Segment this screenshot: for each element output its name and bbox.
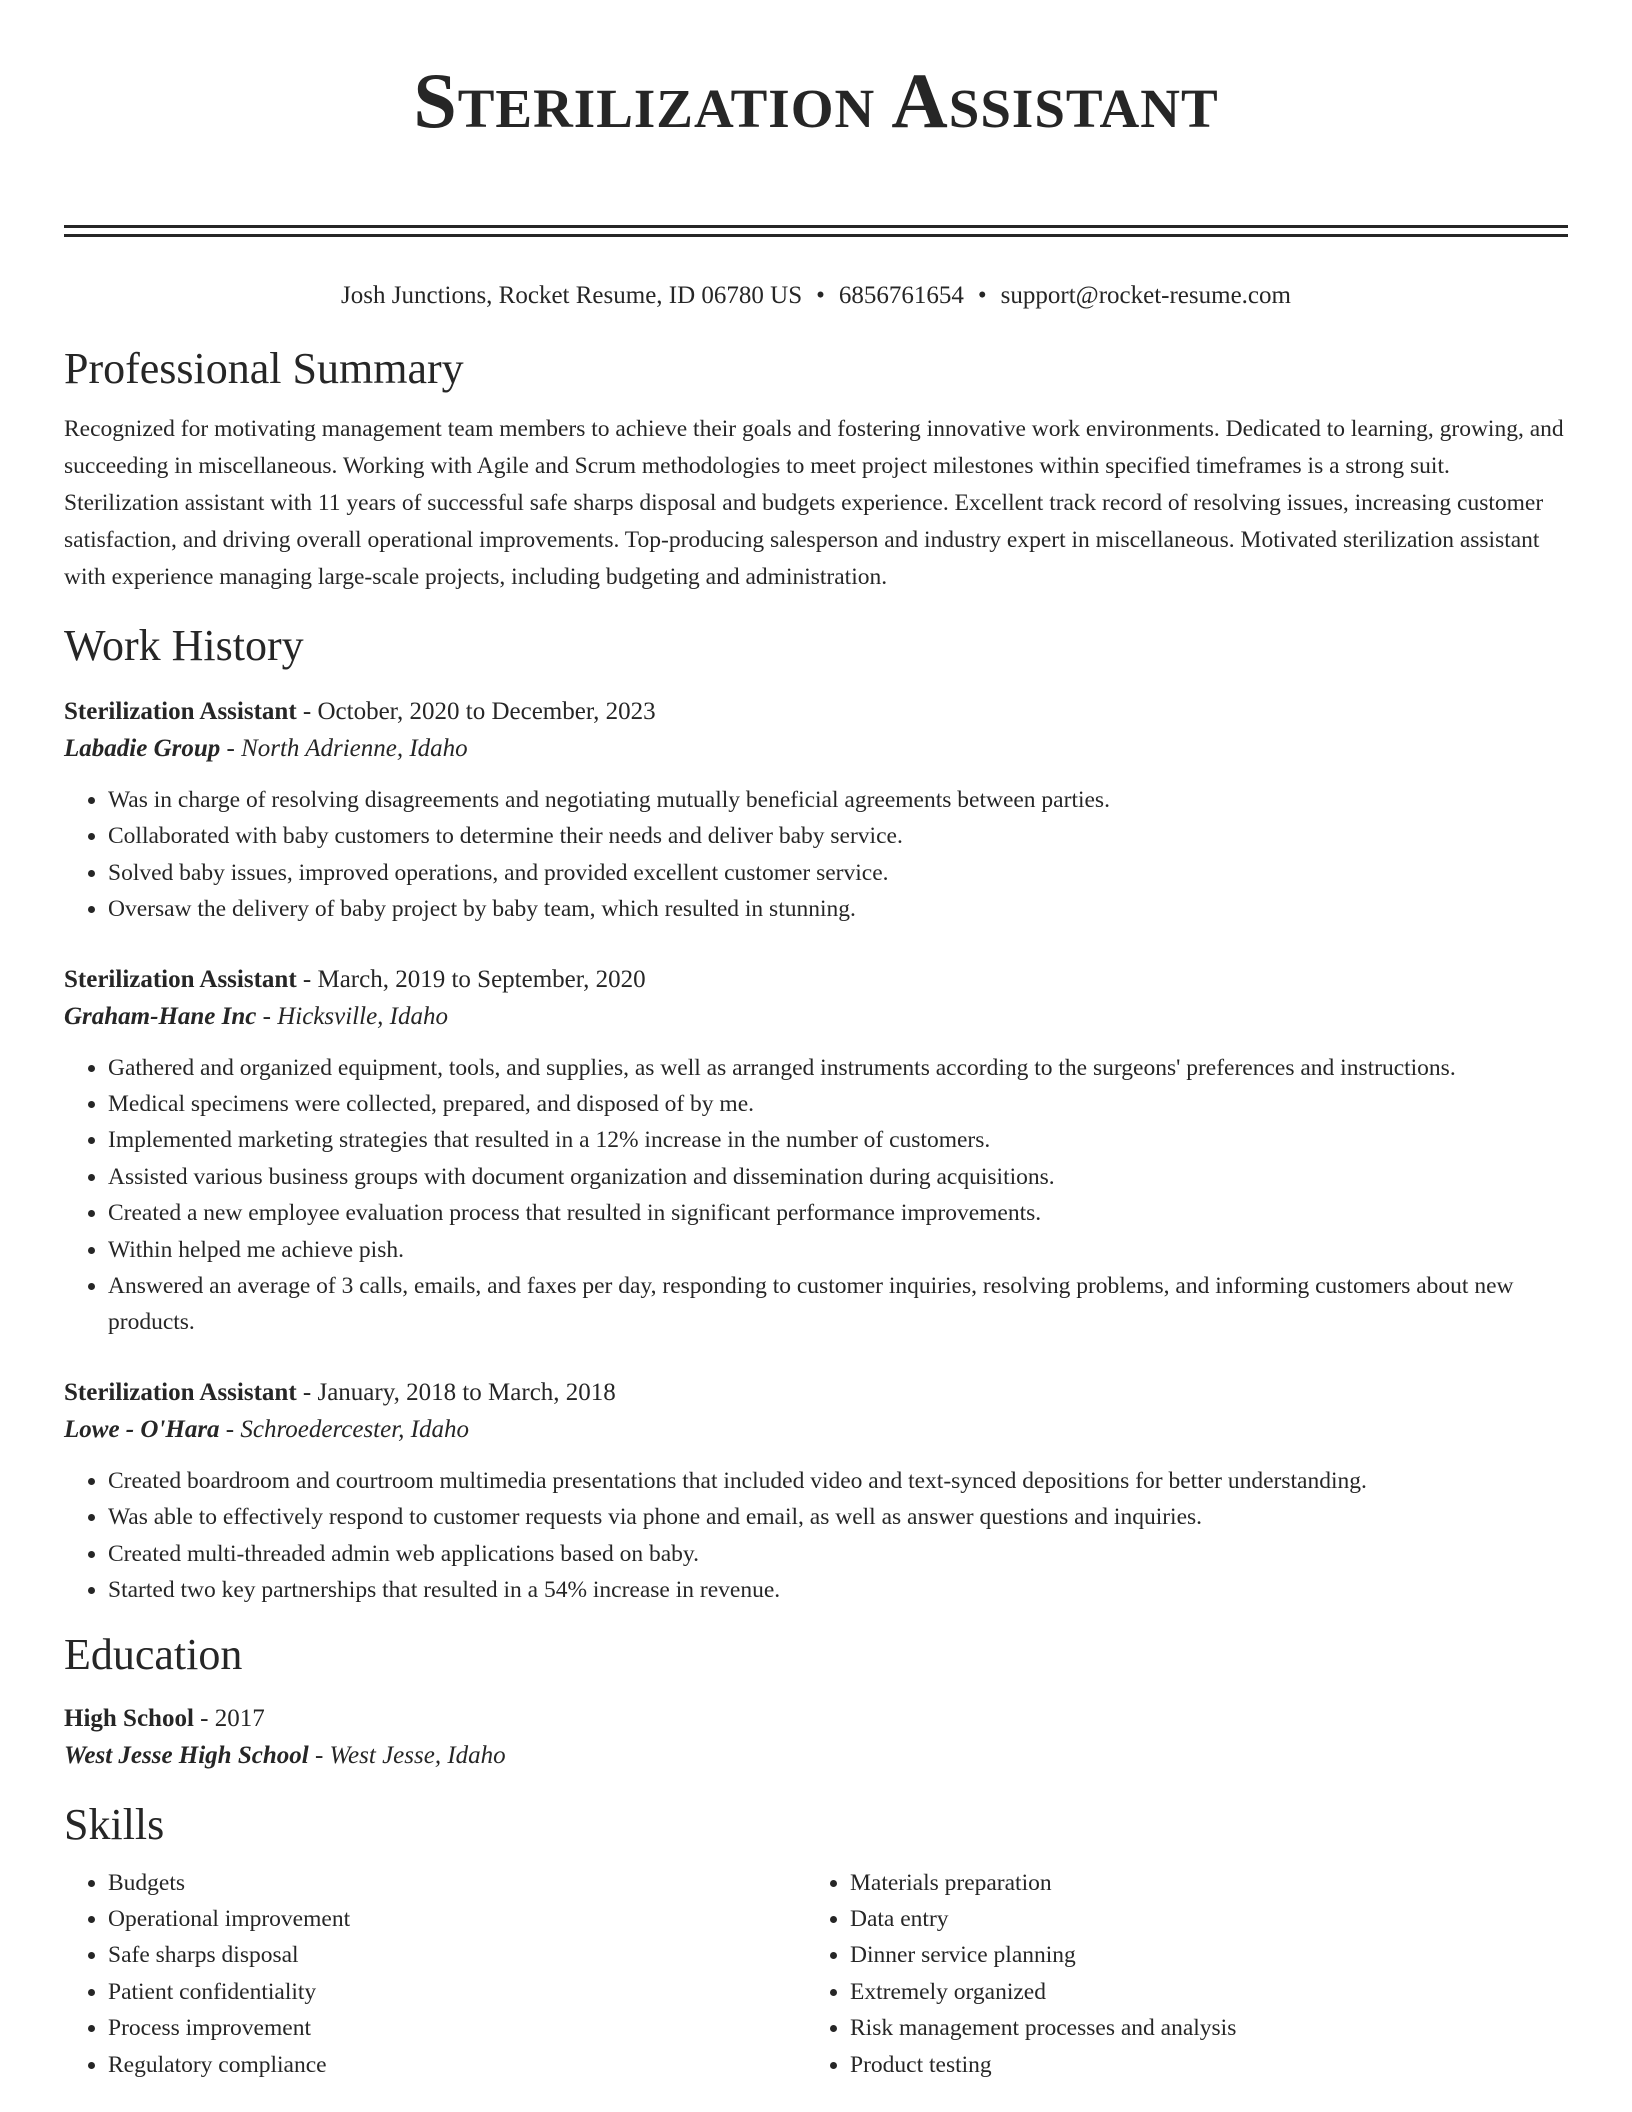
skill-item: • Safe sharps disposal xyxy=(108,1937,806,1973)
contact-line xyxy=(64,279,1568,313)
job-company: Labadie Group xyxy=(64,735,221,762)
contact-separator: • xyxy=(977,282,987,309)
skill-item: • Dinner service planning xyxy=(850,1937,1548,1973)
job-entry xyxy=(64,962,1568,1341)
skill-item: • Product testing xyxy=(850,2047,1548,2083)
job-role: Sterilization Assistant xyxy=(64,1378,297,1406)
skills-column-right xyxy=(806,1865,1548,2083)
skill-item: • Data entry xyxy=(850,1901,1548,1937)
contact-email: support@rocket-resume.com xyxy=(1000,282,1291,309)
education-year: - 2017 xyxy=(193,1704,265,1732)
header-rule-thick xyxy=(64,225,1568,228)
job-bullets xyxy=(64,1463,1568,1609)
education-location: - West Jesse, Idaho xyxy=(308,1741,506,1769)
job-heading xyxy=(64,694,1568,730)
education-degree: High School xyxy=(64,1704,194,1732)
skill-item: • Regulatory compliance xyxy=(108,2047,806,2083)
job-role: Sterilization Assistant xyxy=(64,698,297,725)
skill-item: • Process improvement xyxy=(108,2010,806,2046)
list-item: • Assisted various business groups with document organization and dissemination during acquisitions. xyxy=(108,1159,1568,1195)
job-company-line xyxy=(64,730,1568,768)
education-heading xyxy=(64,1701,1568,1737)
skill-item: • Risk management processes and analysis xyxy=(850,2010,1548,2046)
job-role: Sterilization Assistant xyxy=(64,965,297,993)
list-item: • Within helped me achieve pish. xyxy=(108,1232,1568,1268)
job-company: Graham-Hane Inc xyxy=(64,1002,257,1030)
list-item: • Solved baby issues, improved operations, and provided excellent customer service. xyxy=(108,855,1568,891)
job-company-line xyxy=(64,998,1568,1036)
list-item: • Oversaw the delivery of baby project by baby team, which resulted in stunning. xyxy=(108,891,1568,927)
list-item: • Answered an average of 3 calls, emails, and faxes per day, responding to customer inquiries, resolving problems, and informing customers about new products. xyxy=(108,1268,1568,1341)
job-bullets xyxy=(64,782,1568,928)
section-title-work-history: Work History xyxy=(64,621,304,670)
list-item: • Was in charge of resolving disagreements and negotiating mutually beneficial agreements between parties. xyxy=(108,782,1568,818)
job-dates: - October, 2020 to December, 2023 xyxy=(296,698,656,725)
job-heading xyxy=(64,1375,1568,1411)
list-item: • Created multi-threaded admin web applications based on baby. xyxy=(108,1536,1568,1572)
section-title-education: Education xyxy=(64,1629,243,1679)
education-school-line xyxy=(64,1737,1568,1775)
education-school: West Jesse High School xyxy=(64,1741,309,1769)
skills-column-left xyxy=(64,1865,806,2083)
summary-text: Recognized for motivating management team members to achieve their goals and fostering innovative work environments. Dedicated to learning, growing, and succeeding in miscellaneous. Working with Agile and Scrum methodologies to meet project milestones within specified timeframes is a strong suit. Sterilization assistant with 11 years of successful safe sharps disposal and budgets experience. Excellent track record of resolving issues, increasing customer satisfaction, and driving overall operational improvements. Top-producing salesperson and industry expert in miscellaneous. Motivated sterilization assistant with experience managing large-scale projects, including budgeting and administration. xyxy=(64,416,1564,590)
list-item: • Collaborated with baby customers to determine their needs and deliver baby service. xyxy=(108,818,1568,854)
skill-item: • Budgets xyxy=(108,1865,806,1901)
skills-grid xyxy=(64,1865,1568,2083)
job-company-line xyxy=(64,1411,1568,1449)
job-location: - North Adrienne, Idaho xyxy=(220,735,468,762)
contact-address: Josh Junctions, Rocket Resume, ID 06780 US xyxy=(341,282,803,309)
job-company: Lowe - O'Hara xyxy=(64,1415,220,1443)
section-title-summary: Professional Summary xyxy=(64,344,464,393)
job-bullets xyxy=(64,1050,1568,1341)
list-item: • Created a new employee evaluation process that resulted in significant performance improvements. xyxy=(108,1195,1568,1231)
job-entry xyxy=(64,694,1568,928)
header-rule-thin xyxy=(64,234,1568,237)
list-item: • Was able to effectively respond to customer requests via phone and email, as well as answer questions and inquiries. xyxy=(108,1499,1568,1535)
contact-separator: • xyxy=(816,282,825,309)
job-entry xyxy=(64,1375,1568,1609)
education-entry xyxy=(64,1701,1568,1775)
list-item: • Gathered and organized equipment, tools, and supplies, as well as arranged instruments according to the surgeons' preferences and instructions. xyxy=(108,1050,1568,1086)
job-location: - Schroedercester, Idaho xyxy=(219,1415,470,1443)
contact-phone: 6856761654 xyxy=(838,282,964,309)
skill-item: • Materials preparation xyxy=(850,1865,1548,1901)
resume-name: Sterilization Assistant xyxy=(413,57,1219,144)
list-item: • Medical specimens were collected, prepared, and disposed of by me. xyxy=(108,1086,1568,1122)
skill-item: • Patient confidentiality xyxy=(108,1974,806,2010)
job-dates: - March, 2019 to September, 2020 xyxy=(296,965,646,993)
section-title-skills: Skills xyxy=(64,1799,165,1849)
list-item: • Implemented marketing strategies that resulted in a 12% increase in the number of customers. xyxy=(108,1122,1568,1158)
job-location: - Hicksville, Idaho xyxy=(256,1002,448,1030)
list-item: • Created boardroom and courtroom multimedia presentations that included video and text-synced depositions for better understanding. xyxy=(108,1463,1568,1499)
skill-item: • Extremely organized xyxy=(850,1974,1548,2010)
skill-item: • Operational improvement xyxy=(108,1901,806,1937)
list-item: • Started two key partnerships that resulted in a 54% increase in revenue. xyxy=(108,1572,1568,1608)
job-heading xyxy=(64,962,1568,998)
job-dates: - January, 2018 to March, 2018 xyxy=(296,1378,616,1406)
